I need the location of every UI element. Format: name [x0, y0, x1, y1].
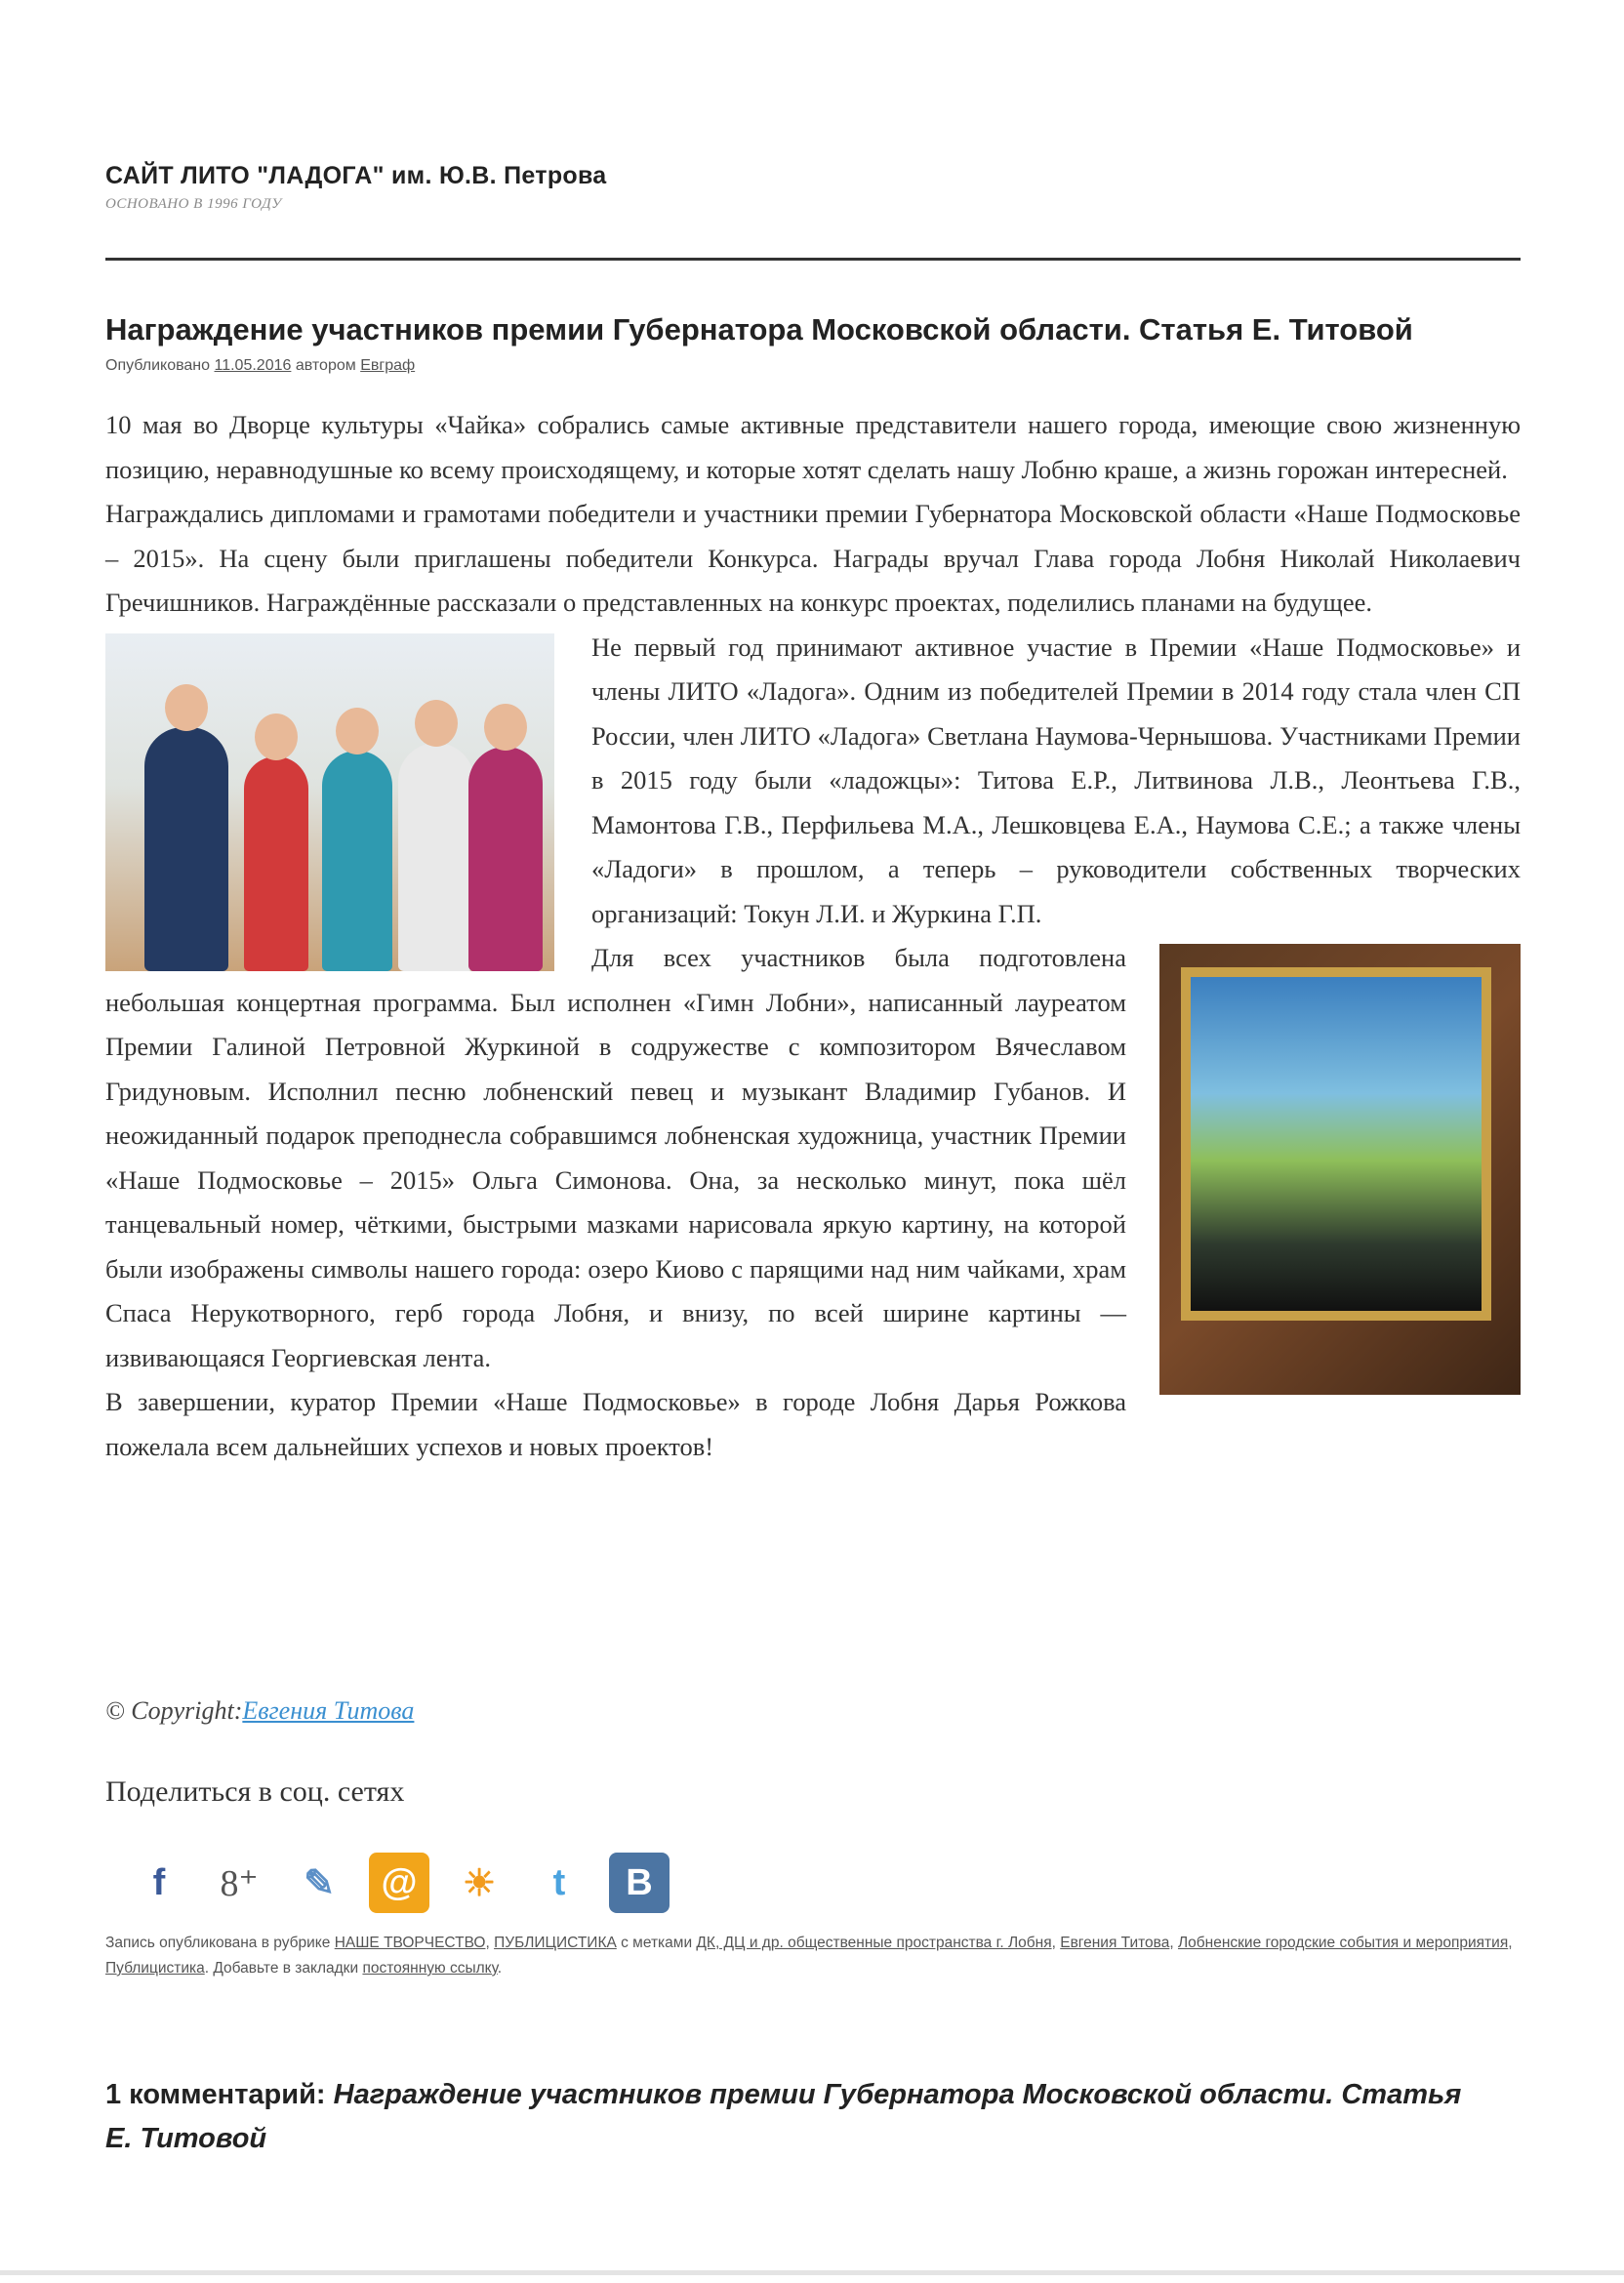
post-date-link[interactable]: 11.05.2016 — [214, 357, 292, 374]
permalink-link[interactable]: постоянную ссылку — [362, 1960, 498, 1977]
site-title[interactable]: САЙТ ЛИТО "ЛАДОГА" им. Ю.В. Петрова — [105, 162, 607, 189]
tag-link[interactable]: Евгения Титова — [1060, 1935, 1170, 1951]
painting-photo — [1159, 944, 1521, 1395]
site-tagline: ОСНОВАНО В 1996 ГОДУ — [105, 196, 282, 212]
twitter-icon[interactable]: t — [552, 1861, 566, 1903]
header-divider — [105, 258, 1521, 261]
comments-heading — [105, 2073, 1472, 2161]
paragraph: Не первый год принимают активное участие в Премии «Наше Подмосковье» и члены ЛИТО «Ладога». Одним из победителей Премии в 2014 году стала член СП России, член ЛИТО «Ладога» Светлана Наумова-Чернышова. Участниками Премии в 2015 году были «ладожцы»: Титова Е.Р., Литвинова Л.В., Леонтьева Г.В., Мамонтова Г.В., Перфильева М.А., Лешковцева Е.А., Наумова С.Е.; а также члены «Ладоги» в прошлом, а теперь – руководители собственных творческих организаций: Токун Л.И. и Журкина Г.П. — [591, 632, 1521, 928]
award-photo — [105, 633, 554, 971]
post-title[interactable]: Награждение участников премии Губернатора Московской области. Статья Е. Титовой — [105, 312, 1413, 347]
person-figure — [322, 751, 392, 971]
person-figure — [144, 727, 228, 971]
share-buttons — [129, 1853, 670, 1913]
meta-bookmark-text: Добавьте в закладки — [213, 1960, 359, 1977]
paragraph: Для всех участников была подготовлена небольшая концертная программа. Был исполнен «Гимн Лобни», написанный лауреатом Премии Галиной Петровной Журкиной в содружестве с композитором Вячеславом Гридуновым. Исполнил песню лобненский певец и музыкант Владимир Губанов. И неожиданный подарок преподнесла собравшимся лобненская художница, участник Премии «Наше Подмосковье – 2015» Ольга Симонова. Она, за несколько минут, пока шёл танцевальный номер, чёткими, быстрыми мазками нарисовала яркую картину, на которой были изображены символы нашего города: озеро Киово с парящими над ним чайками, храм Спаса Нерукотворного, герб города Лобня, и внизу, по всей ширине картины — извивающаяся Георгиевская лента. — [105, 943, 1126, 1372]
facebook-icon[interactable]: f — [152, 1861, 166, 1903]
livejournal-icon[interactable]: ✎ — [304, 1862, 335, 1904]
meta-prefix: Запись опубликована в рубрике — [105, 1935, 331, 1951]
byline-published-label: Опубликовано — [105, 357, 211, 374]
post-content — [105, 403, 1521, 1469]
google-plus-icon[interactable]: 8⁺ — [220, 1862, 259, 1904]
painting-canvas — [1181, 967, 1491, 1321]
comments-post-title: Награждение участников премии Губернатора Московской области. Статья Е. Титовой — [105, 2079, 1462, 2154]
post-meta: Запись опубликована в рубрике НАШЕ ТВОРЧЕСТВО, ПУБЛИЦИСТИКА с метками ДК, ДЦ и др. общественные пространства г. Лобня, Евгения Титова, Лобненские городские события и мероприятия, Публицистика. Добавьте в закладки постоянную ссылку. — [105, 1935, 1513, 1977]
paragraph: Награждались дипломами и грамотами победители и участники премии Губернатора Московской области «Наше Подмосковье – 2015». На сцену были приглашены победители Конкурса. Награды вручал Глава города Лобня Николай Николаевич Гречишников. Награждённые рассказали о представленных на конкурс проектах, поделились планами на будущее. — [105, 499, 1521, 617]
author-link[interactable]: Евграф — [360, 357, 416, 374]
odnoklassniki-icon[interactable]: ☀ — [462, 1862, 497, 1904]
mailru-icon[interactable]: @ — [369, 1853, 429, 1913]
copyright-line — [105, 1696, 414, 1726]
tag-link[interactable]: Лобненские городские события и мероприятия — [1177, 1935, 1509, 1951]
comments-count: 1 комментарий: — [105, 2079, 326, 2110]
category-link[interactable]: ПУБЛИЦИСТИКА — [494, 1935, 617, 1951]
meta-tags-label: с метками — [621, 1935, 693, 1951]
vkontakte-icon[interactable]: B — [609, 1853, 670, 1913]
person-figure — [244, 756, 308, 971]
tag-link[interactable]: ДК, ДЦ и др. общественные пространства г. Лобня — [696, 1935, 1052, 1951]
copyright-author-link[interactable]: Евгения Титова — [242, 1696, 415, 1725]
copyright-label: © Copyright: — [105, 1696, 243, 1725]
page-bottom-edge — [0, 2270, 1624, 2275]
post-byline — [105, 357, 415, 375]
byline-by-label: автором — [295, 357, 356, 374]
tag-link[interactable]: Публицистика — [105, 1960, 205, 1977]
person-figure — [398, 743, 474, 971]
person-figure — [468, 747, 543, 971]
share-heading: Поделиться в соц. сетях — [105, 1775, 405, 1808]
paragraph: 10 мая во Дворце культуры «Чайка» собрались самые активные представители нашего города, имеющие свою жизненную позицию, неравнодушные ко всему происходящему, и которые хотят сделать нашу Лобню краше, а жизнь горожан интересней. — [105, 410, 1521, 484]
paragraph: В завершении, куратор Премии «Наше Подмосковье» в городе Лобня Дарья Рожкова пожелала всем дальнейших успехов и новых проектов! — [105, 1387, 1126, 1461]
category-link[interactable]: НАШЕ ТВОРЧЕСТВО — [334, 1935, 486, 1951]
